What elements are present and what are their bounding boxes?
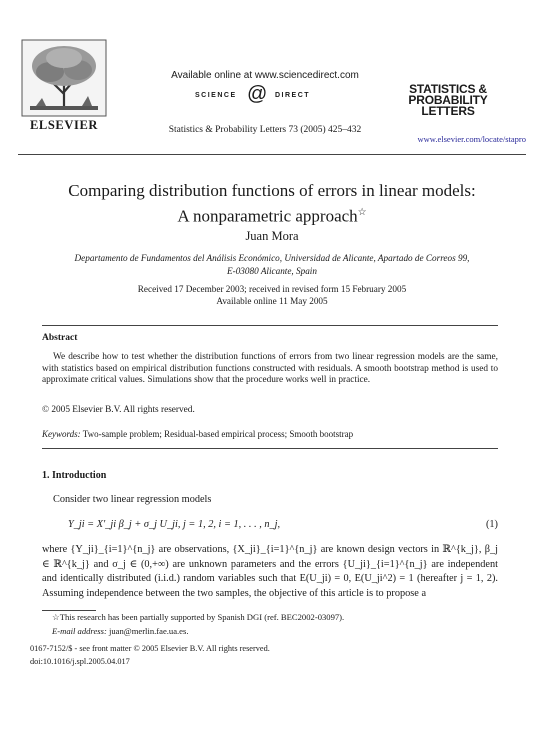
available-online-text: Available online at www.sciencedirect.com [171, 70, 359, 81]
title-line-2 [30, 202, 514, 228]
sciencedirect-right-text: DIRECT [275, 92, 311, 99]
title-line-2-text: A nonparametric approach [177, 206, 358, 226]
author-name: Juan Mora [245, 229, 299, 243]
affiliation-line-1: Departamento de Fundamentos del Análisis Económico, Universidad de Alicante, Apartado de Correos 99, [74, 253, 470, 263]
journal-logo [393, 84, 503, 117]
funding-footnote: ☆This research has been partially supported by Spanish DGI (ref. BEC2002-03097). [52, 612, 345, 622]
doi-line[interactable]: doi:10.1016/j.spl.2005.04.017 [30, 657, 130, 666]
journal-logo-line: STATISTICS & [409, 82, 487, 96]
sciencedirect-logo [185, 84, 415, 106]
article-dates [40, 283, 504, 307]
article-title [30, 180, 514, 228]
title-footnote-marker[interactable]: ☆ [357, 207, 367, 218]
journal-reference: Statistics & Probability Letters 73 (2005) 425–432 [168, 125, 362, 135]
affiliation [40, 252, 504, 278]
abstract-body: We describe how to test whether the distribution functions of errors from two linear regression models are the same, with statistics based on empirical distribution functions constructed with residuals. A smooth bootstrap method is used to approximate critical values. Simulations show that the procedure works well in practice. [42, 352, 498, 385]
abstract-bottom-divider [42, 448, 498, 449]
intro-lead-sentence: Consider two linear regression models [53, 494, 212, 505]
footnote-divider [42, 610, 96, 611]
email-footnote [52, 626, 188, 636]
journal-logo-line: LETTERS [421, 104, 475, 118]
journal-logo-line: PROBABILITY [408, 93, 488, 107]
sciencedirect-at-icon: @ [247, 83, 268, 105]
keywords [42, 429, 498, 439]
affiliation-line-2: E-03080 Alicante, Spain [227, 266, 317, 276]
equation-1: Y_ji = X'_ji β_j + σ_j U_ji, j = 1, 2, i = 1, . . . , n_j, [68, 519, 281, 530]
header-divider [18, 154, 526, 155]
equation-number: (1) [485, 519, 498, 530]
section-heading: 1. Introduction [42, 470, 107, 481]
available-date: Available online 11 May 2005 [216, 296, 328, 306]
intro-paragraph: where {Y_ji}_{i=1}^{n_j} are observations, {X_ji}_{i=1}^{n_j} are known design vectors in ℝ^{k_j}, β_j ∈ ℝ^{k_j} and σ_j ∈ (0,+∞) are unknown parameters and the errors {U_ji}_{i=1}^{n_j} are independent and identically distributed (i.i.d.) random variables such that E(U_ji) = 0, E(U_ji^2) = 1 (hereafter j = 1, 2). Assuming independence between the two samples, the objective of this article is to propose a [42, 544, 498, 599]
publisher-name: ELSEVIER [29, 118, 99, 132]
sciencedirect-left-text: SCIENCE [195, 92, 237, 99]
abstract-heading: Abstract [42, 333, 78, 343]
journal-url-link[interactable]: www.elsevier.com/locate/stapro [417, 134, 526, 144]
abstract-top-divider [42, 325, 498, 326]
title-line-1: Comparing distribution functions of errors in linear models: [68, 181, 476, 200]
received-date: Received 17 December 2003; received in revised form 15 February 2005 [137, 284, 407, 294]
author-email-link[interactable]: juan@merlin.fae.ua.es. [108, 626, 189, 636]
issn-line: 0167-7152/$ - see front matter © 2005 Elsevier B.V. All rights reserved. [30, 644, 270, 653]
keywords-list: Two-sample problem; Residual-based empirical process; Smooth bootstrap [82, 429, 354, 439]
abstract-copyright: © 2005 Elsevier B.V. All rights reserved. [42, 405, 195, 415]
email-label: E-mail address: [52, 626, 107, 636]
keywords-label: Keywords: [42, 429, 81, 439]
